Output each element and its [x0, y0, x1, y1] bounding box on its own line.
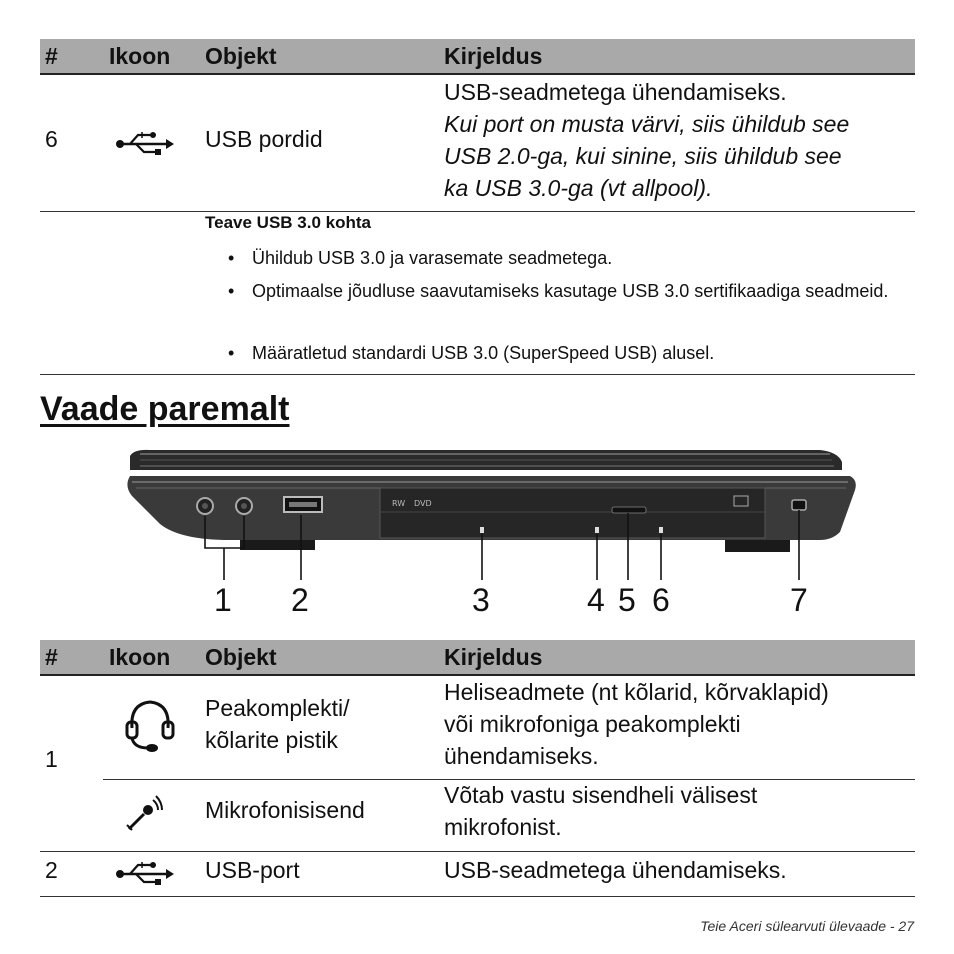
row-object: USB-port [205, 857, 300, 883]
table2-header [40, 640, 915, 676]
row-divider [40, 851, 915, 852]
note-bullet-3: Määratletud standardi USB 3.0 (SuperSpeed USB) alusel. [252, 343, 715, 363]
drive-label-dvd: DVD [414, 499, 432, 508]
laptop-right-side-figure [0, 440, 954, 580]
row-description: USB-seadmetega ühendamiseks. [444, 79, 787, 105]
headset-icon [124, 696, 176, 761]
note-rule [40, 374, 915, 375]
callout-3: 3 [472, 582, 490, 618]
note-title: Teave USB 3.0 kohta [205, 213, 371, 232]
note-bullet-2: Optimaalse jõudluse saavutamiseks kasutage USB 3.0 sertifikaadiga seadmeid. [252, 281, 889, 301]
callout-4: 4 [587, 582, 605, 618]
row-description-italic-1: Kui port on musta värvi, siis ühildub see [444, 111, 850, 137]
header-icon: Ikoon [109, 43, 171, 69]
header-icon: Ikoon [109, 644, 171, 670]
row-desc-3: ühendamiseks. [444, 743, 599, 769]
page-footer: Teie Aceri sülearvuti ülevaade - 27 [700, 918, 914, 934]
row-num: 1 [45, 746, 58, 772]
row-num: 2 [45, 857, 58, 883]
row-desc-2: või mikrofoniga peakomplekti [444, 711, 741, 737]
header-num: # [45, 43, 58, 69]
row-desc: USB-seadmetega ühendamiseks. [444, 857, 787, 883]
row-description-italic-3: ka USB 3.0-ga (vt allpool). [444, 175, 713, 201]
row-desc-2: mikrofonist. [444, 814, 562, 840]
table2-bottom-rule [40, 896, 915, 897]
bullet-marker: • [228, 343, 235, 363]
table1-rule [40, 211, 915, 212]
header-num: # [45, 644, 58, 670]
header-object: Objekt [205, 43, 277, 69]
row-num: 6 [45, 126, 58, 152]
row-desc-1: Heliseadmete (nt kõlarid, kõrvaklapid) [444, 679, 829, 705]
row-object-1: Peakomplekti/ [205, 695, 350, 721]
row-object: USB pordid [205, 126, 323, 152]
callout-1: 1 [214, 582, 232, 618]
usb-icon [114, 860, 174, 891]
row-object-2: kõlarite pistik [205, 727, 338, 753]
bullet-marker: • [228, 248, 235, 268]
usb-icon [114, 130, 174, 161]
bullet-marker: • [228, 281, 235, 301]
callout-6: 6 [652, 582, 670, 618]
callout-5: 5 [618, 582, 636, 618]
header-description: Kirjeldus [444, 644, 543, 670]
header-description: Kirjeldus [444, 43, 543, 69]
table1-header [40, 39, 915, 75]
callout-7: 7 [790, 582, 808, 618]
section-title: Vaade paremalt [40, 390, 290, 428]
note-bullet-1: Ühildub USB 3.0 ja varasemate seadmetega. [252, 248, 613, 268]
row-description-italic-2: USB 2.0-ga, kui sinine, siis ühildub see [444, 143, 842, 169]
callout-2: 2 [291, 582, 309, 618]
microphone-icon [124, 794, 164, 839]
header-object: Objekt [205, 644, 277, 670]
row-desc-1: Võtab vastu sisendheli välisest [444, 782, 758, 808]
row-object: Mikrofonisisend [205, 797, 365, 823]
drive-label-rw: RW [392, 499, 406, 508]
